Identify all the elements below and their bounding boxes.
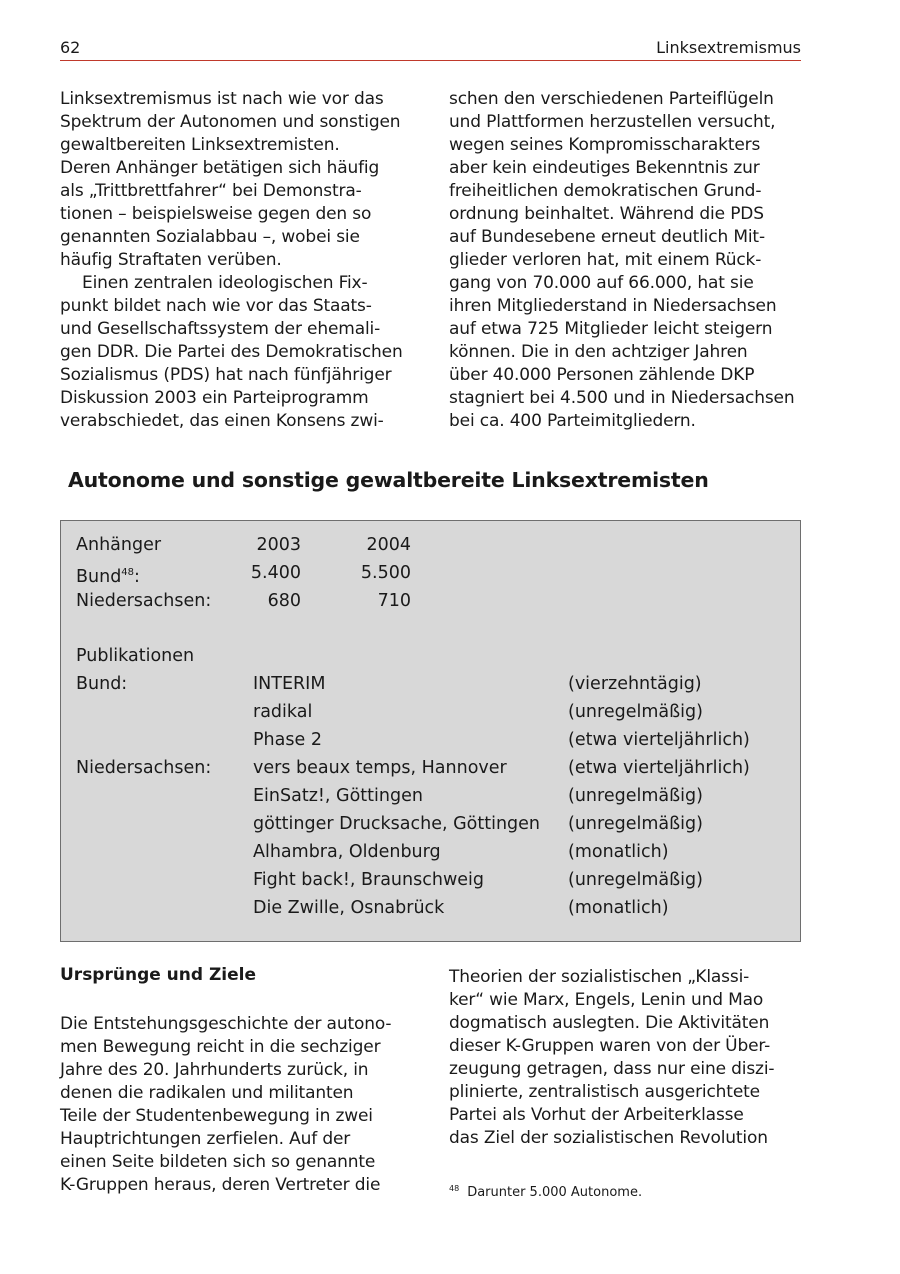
top-left-column (60, 88, 412, 433)
publication-frequency: (monatlich) (568, 842, 669, 862)
bund-label: Bund$^{48}$: (76, 567, 140, 587)
text-line: als „Trittbrettfahrer“ bei Demonstra- (60, 181, 362, 201)
text-line: und Gesellschaftssystem der ehemali- (60, 319, 381, 339)
text-line: dogmatisch auslegten. Die Aktivitäten (449, 1013, 770, 1033)
pub-nds-label: Niedersachsen: (76, 758, 212, 778)
text-line: können. Die in den achtziger Jahren (449, 342, 748, 362)
text-line: gang von 70.000 auf 66.000, hat sie (449, 273, 754, 293)
publication-frequency: (monatlich) (568, 898, 669, 918)
text-line: ihren Mitgliederstand in Niedersachsen (449, 296, 777, 316)
text-line: tionen – beispielsweise gegen den so (60, 204, 372, 224)
page-number: 62 (60, 38, 81, 57)
text-line: Theorien der sozialistischen „Klassi- (449, 967, 750, 987)
text-line: stagniert bei 4.500 und in Niedersachsen (449, 388, 795, 408)
publication-title: Phase 2 (253, 730, 322, 750)
anhaenger-label: Anhänger (76, 535, 162, 555)
text-line: Spektrum der Autonomen und sonstigen (60, 112, 401, 132)
text-line: gen DDR. Die Partei des Demokratischen (60, 342, 403, 362)
publication-title: Fight back!, Braunschweig (253, 870, 484, 890)
publication-title: EinSatz!, Göttingen (253, 786, 423, 806)
text-line: punkt bildet nach wie vor das Staats- (60, 296, 372, 316)
text-line: Linksextremismus ist nach wie vor das (60, 89, 384, 109)
publication-title: vers beaux temps, Hannover (253, 758, 507, 778)
year-2003: 2003 (256, 535, 301, 555)
bund-2004-value: 5.500 (360, 563, 411, 583)
text-line: Hauptrichtungen zerfielen. Auf der (60, 1129, 351, 1149)
publication-frequency: (etwa vierteljährlich) (568, 730, 750, 750)
text-line: und Plattformen herzustellen versucht, (449, 112, 776, 132)
footnote-number: 48 (449, 1184, 460, 1193)
running-title: Linksextremismus (656, 38, 801, 57)
text-line: Partei als Vorhut der Arbeiterklasse (449, 1105, 744, 1125)
publication-frequency: (unregelmäßig) (568, 702, 703, 722)
text-line: Die Entstehungsgeschichte der autono- (60, 1014, 392, 1034)
text-line: gewaltbereiten Linksextremisten. (60, 135, 340, 155)
footnote-ref: 48 (121, 567, 135, 578)
year-2004: 2004 (366, 535, 411, 555)
text-line: Deren Anhänger betätigen sich häufig (60, 158, 380, 178)
text-line: K-Gruppen heraus, deren Vertreter die (60, 1175, 381, 1195)
text-line: men Bewegung reicht in die sechziger (60, 1037, 381, 1057)
bund-2003-value: 5.400 (250, 563, 301, 583)
nds-2004-value: 710 (377, 591, 411, 611)
top-right-column (449, 88, 801, 433)
publication-title: INTERIM (253, 674, 326, 694)
publication-frequency: (unregelmäßig) (568, 870, 703, 890)
publication-frequency: (etwa vierteljährlich) (568, 758, 750, 778)
text-line: dieser K-Gruppen waren von der Über- (449, 1036, 771, 1056)
publication-frequency: (vierzehntägig) (568, 674, 702, 694)
text-line: denen die radikalen und militanten (60, 1083, 354, 1103)
text-line: schen den verschiedenen Parteiflügeln (449, 89, 774, 109)
text-line: auf Bundesebene erneut deutlich Mit- (449, 227, 765, 247)
text-line: glieder verloren hat, mit einem Rück- (449, 250, 762, 270)
page-header (60, 36, 801, 61)
text-line: verabschiedet, das einen Konsens zwi- (60, 411, 384, 431)
text-line: aber kein eindeutiges Bekenntnis zur (449, 158, 760, 178)
text-line: häufig Straftaten verüben. (60, 250, 282, 270)
nds-label: Niedersachsen: (76, 591, 212, 611)
pub-bund-label: Bund: (76, 674, 128, 694)
text-line: Diskussion 2003 ein Parteiprogramm (60, 388, 369, 408)
info-box (60, 520, 801, 942)
text-line: plinierte, zentralistisch ausgerichtete (449, 1082, 760, 1102)
text-line: wegen seines Kompromisscharakters (449, 135, 761, 155)
publication-frequency: (unregelmäßig) (568, 814, 703, 834)
text-line: zeugung getragen, dass nur eine diszi- (449, 1059, 775, 1079)
text-line: auf etwa 725 Mitglieder leicht steigern (449, 319, 773, 339)
text-line: Jahre des 20. Jahrhunderts zurück, in (60, 1060, 369, 1080)
publication-frequency: (unregelmäßig) (568, 786, 703, 806)
publication-title: Alhambra, Oldenburg (253, 842, 441, 862)
subheading: Ursprünge und Ziele (60, 965, 257, 985)
section-title: Autonome und sonstige gewaltbereite Linksextremisten (68, 468, 709, 492)
footnote (449, 1180, 642, 1202)
publication-title: Die Zwille, Osnabrück (253, 898, 445, 918)
publication-title: radikal (253, 702, 313, 722)
text-line: ordnung beinhaltet. Während die PDS (449, 204, 764, 224)
text-line: bei ca. 400 Parteimitgliedern. (449, 411, 696, 431)
text-line: Einen zentralen ideologischen Fix- (82, 273, 368, 293)
bottom-left-column (60, 1013, 412, 1197)
text-line: das Ziel der sozialistischen Revolution (449, 1128, 768, 1148)
text-line: freiheitlichen demokratischen Grund- (449, 181, 762, 201)
text-line: über 40.000 Personen zählende DKP (449, 365, 755, 385)
footnote-text: Darunter 5.000 Autonome. (467, 1185, 643, 1200)
text-line: einen Seite bildeten sich so genannte (60, 1152, 376, 1172)
publikationen-label: Publikationen (76, 646, 195, 666)
nds-2003-value: 680 (267, 591, 301, 611)
text-line: Sozialismus (PDS) hat nach fünfjähriger (60, 365, 392, 385)
text-line: genannten Sozialabbau –, wobei sie (60, 227, 360, 247)
publication-title: göttinger Drucksache, Göttingen (253, 814, 540, 834)
bottom-right-column (449, 966, 801, 1150)
text-line: Teile der Studentenbewegung in zwei (60, 1106, 373, 1126)
text-line: ker“ wie Marx, Engels, Lenin und Mao (449, 990, 764, 1010)
